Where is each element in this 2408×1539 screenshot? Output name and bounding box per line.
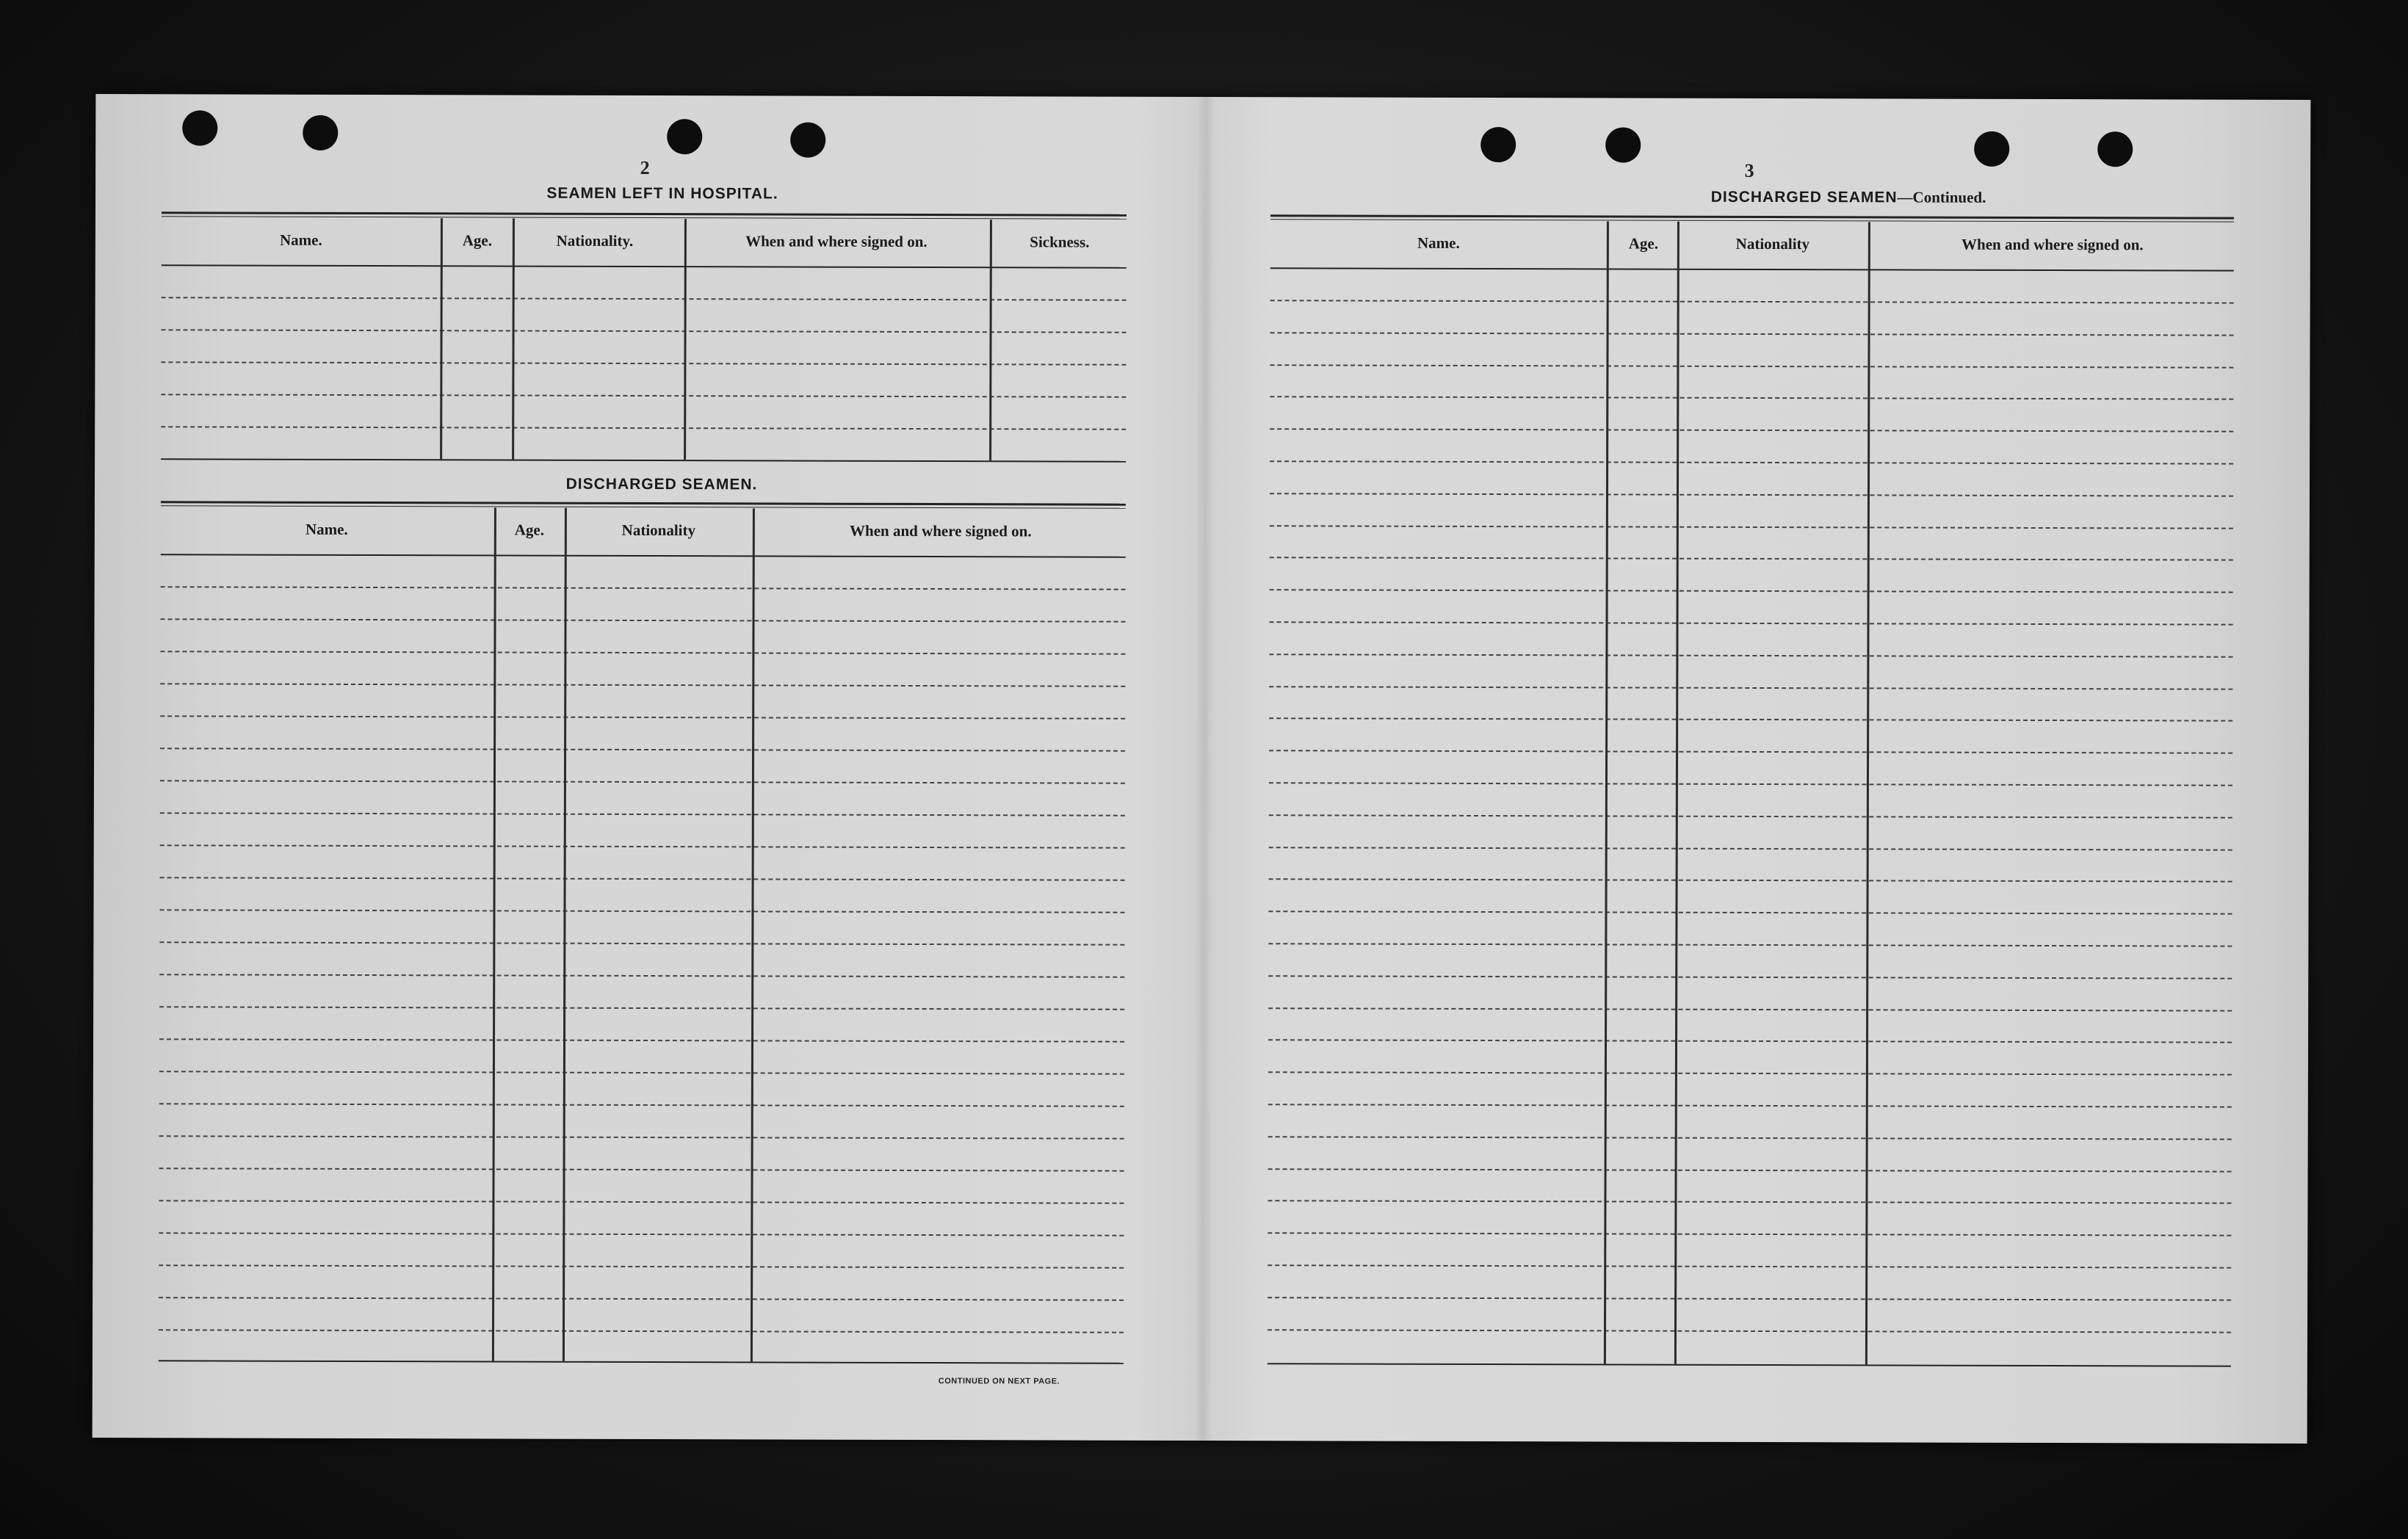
col-header-sickness: Sickness. [1030, 233, 1090, 251]
continued-footer: CONTINUED ON NEXT PAGE. [938, 1377, 1060, 1386]
punch-hole [1605, 127, 1641, 162]
blank-row-line [1270, 493, 2233, 496]
hospital-top-rule [162, 211, 1127, 219]
blank-row-line [1270, 557, 2233, 561]
blank-row-line [1270, 364, 2233, 368]
blank-row-line [160, 844, 1125, 848]
page-number-left: 2 [640, 156, 650, 179]
blank-row-line [1268, 1201, 2231, 1204]
blank-row-line [1269, 750, 2232, 753]
blank-row-line [1268, 943, 2232, 946]
col-header-signed-on: When and where signed on. [745, 232, 928, 251]
blank-row-line [1270, 589, 2233, 593]
column-divider [1674, 222, 1680, 1364]
blank-row-line [1269, 653, 2232, 657]
blank-row-line [160, 651, 1125, 654]
blank-row-line [1268, 1329, 2231, 1333]
form-spread [93, 94, 2311, 1444]
blank-row-line [160, 780, 1125, 783]
table-bottom-rule [159, 1360, 1124, 1364]
blank-row-line [159, 1200, 1124, 1203]
blank-row-line [1270, 300, 2234, 303]
blank-row-line [159, 909, 1124, 913]
punch-hole [303, 115, 338, 151]
col-header-name: Name. [1417, 233, 1460, 252]
blank-row-line [1268, 1040, 2232, 1043]
discharged-top-rule [161, 501, 1126, 508]
punch-hole [790, 123, 825, 158]
blank-row-line [1269, 814, 2232, 818]
blank-row-line [1270, 396, 2233, 400]
table-bottom-rule [161, 458, 1126, 462]
blank-row-line [159, 1232, 1124, 1236]
blank-row-line [159, 1006, 1124, 1010]
blank-row-line [160, 877, 1125, 880]
blank-row-line [1270, 525, 2233, 529]
blank-row-line [159, 1264, 1124, 1268]
column-divider [1865, 222, 1870, 1364]
column-divider [684, 219, 687, 460]
blank-row-line [162, 329, 1127, 333]
center-fold [1194, 97, 1215, 1441]
header-underline [1270, 267, 2234, 271]
blank-row-line [1268, 1168, 2232, 1172]
blank-row-line [1269, 879, 2232, 883]
col-header-age: Age. [1628, 234, 1659, 253]
blank-row-line [159, 1297, 1124, 1300]
blank-row-line [159, 1135, 1124, 1139]
header-underline [162, 264, 1127, 268]
col-header-nationality: Nationality [1735, 234, 1810, 253]
blank-row-line [1268, 1297, 2231, 1300]
blank-row-line [161, 618, 1126, 622]
blank-row-line [160, 747, 1125, 751]
blank-row-line [160, 715, 1125, 719]
blank-row-line [1270, 332, 2234, 336]
blank-row-line [159, 941, 1124, 945]
punch-hole [667, 119, 702, 154]
col-header-name: Name. [279, 231, 322, 249]
blank-row-line [1268, 910, 2232, 914]
blank-row-line [1268, 1007, 2232, 1011]
column-divider [1604, 221, 1609, 1364]
column-divider [512, 219, 515, 460]
blank-row-line [160, 812, 1125, 816]
blank-row-line [1269, 686, 2232, 689]
punch-hole [1480, 127, 1516, 162]
header-underline [161, 554, 1126, 557]
blank-row-line [1270, 460, 2233, 464]
punch-hole [182, 110, 217, 145]
blank-row-line [161, 394, 1126, 397]
continued-top-rule [1270, 214, 2234, 222]
blank-row-line [161, 361, 1126, 365]
discharged-section-title: DISCHARGED SEAMEN. [565, 475, 758, 493]
col-header-signed-on: When and where signed on. [850, 521, 1032, 540]
col-header-signed-on: When and where signed on. [1962, 235, 2144, 254]
title-continued: —Continued. [1897, 188, 1986, 206]
blank-row-line [159, 1071, 1124, 1074]
blank-row-line [161, 586, 1126, 590]
title-main: DISCHARGED SEAMEN [1710, 188, 1898, 206]
blank-row-line [1268, 1136, 2232, 1140]
blank-row-line [159, 1038, 1124, 1042]
hospital-section-title: SEAMEN LEFT IN HOSPITAL. [546, 184, 778, 203]
page-number-right: 3 [1744, 159, 1754, 181]
blank-row-line [159, 974, 1124, 977]
blank-row-line [159, 1167, 1124, 1171]
blank-row-line [160, 683, 1125, 687]
col-header-nationality: Nationality [621, 521, 696, 540]
blank-row-line [162, 297, 1127, 300]
blank-row-line [1268, 1232, 2231, 1236]
col-header-name: Name. [305, 520, 348, 538]
blank-row-line [1269, 847, 2232, 850]
blank-row-line [1268, 975, 2232, 979]
col-header-age: Age. [514, 521, 545, 539]
col-header-age: Age. [462, 231, 493, 250]
punch-hole [1974, 131, 2009, 167]
blank-row-line [1268, 1264, 2231, 1268]
blank-row-line [1269, 782, 2232, 786]
blank-row-line [1269, 718, 2232, 722]
blank-row-line [159, 1329, 1124, 1333]
discharged-continued-title [1384, 187, 2313, 208]
punch-hole [2097, 131, 2133, 167]
blank-row-line [1270, 428, 2233, 432]
blank-row-line [1268, 1071, 2232, 1075]
column-divider [989, 220, 992, 460]
table-bottom-rule [1268, 1363, 2231, 1366]
column-divider [440, 218, 443, 459]
blank-row-line [159, 1103, 1124, 1107]
blank-row-line [1268, 1104, 2232, 1107]
col-header-nationality: Nationality. [556, 231, 634, 250]
blank-row-line [1270, 621, 2233, 625]
blank-row-line [161, 426, 1126, 430]
